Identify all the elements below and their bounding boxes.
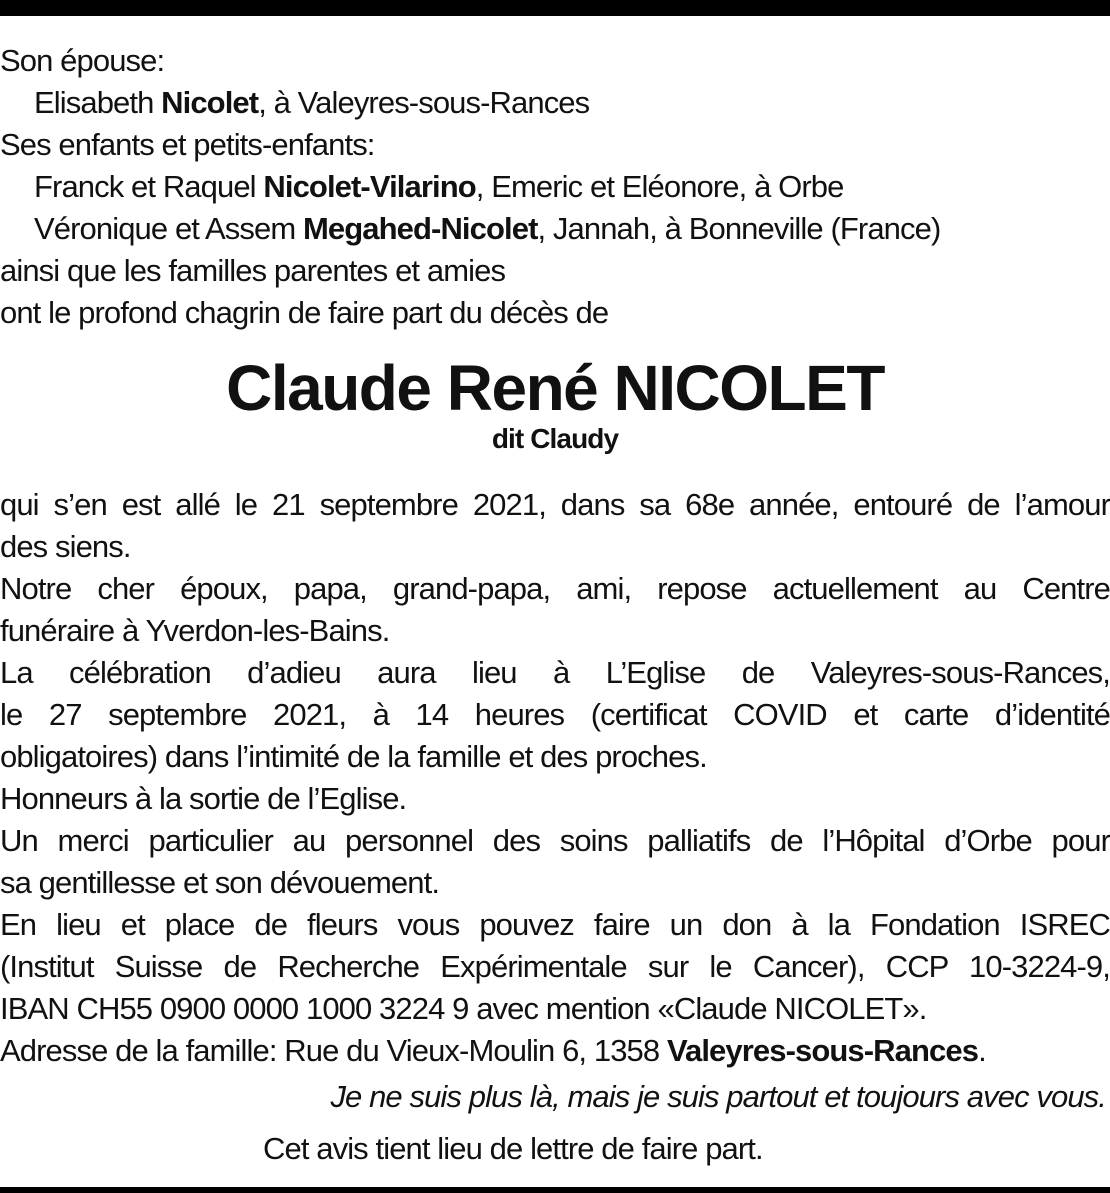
spouse-surname: Nicolet bbox=[161, 85, 259, 120]
child1-first-names: Franck et Raquel bbox=[34, 169, 264, 204]
obituary-notice bbox=[0, 40, 1110, 1174]
paragraph-line: IBAN CH55 0900 0000 1000 3224 9 avec mention «Claude NICOLET». bbox=[0, 991, 927, 1026]
top-rule bbox=[0, 0, 1110, 16]
families-line: ainsi que les familles parentes et amies bbox=[0, 253, 506, 288]
deceased-nickname: dit Claudy bbox=[491, 423, 619, 454]
paragraph-ceremony bbox=[0, 652, 1110, 778]
paragraph-line: funéraire à Yverdon-les-Bains. bbox=[0, 613, 390, 648]
child-line-1 bbox=[0, 166, 1110, 208]
address-town: Valeyres-sous-Rances bbox=[666, 1033, 979, 1068]
paragraph-line: (Institut Suisse de Recherche Expérimentale sur le Cancer), CCP 10-3224-9, bbox=[0, 949, 1110, 984]
paragraph-line: La célébration d’adieu aura lieu à L’Eglise de Valeyres-sous-Rances, bbox=[0, 655, 1110, 690]
paragraph-donation bbox=[0, 904, 1110, 1030]
children-heading: Ses enfants et petits-enfants: bbox=[0, 127, 375, 162]
paragraph-line: qui s’en est allé le 21 septembre 2021, dans sa 68e année, entouré de l’amour bbox=[0, 487, 1110, 522]
paragraph-line: obligatoires) dans l’intimité de la famille et des proches. bbox=[0, 739, 707, 774]
family-address bbox=[0, 1030, 1110, 1072]
paragraph-line: Notre cher époux, papa, grand-papa, ami, repose actuellement au Centre bbox=[0, 571, 1110, 606]
address-end: . bbox=[978, 1033, 986, 1068]
paragraph-line: En lieu et place de fleurs vous pouvez faire un don à la Fondation ISREC bbox=[0, 907, 1110, 942]
paragraph-thanks bbox=[0, 820, 1110, 904]
child2-rest: , Jannah, à Bonneville (France) bbox=[537, 211, 941, 246]
spouse-heading: Son épouse: bbox=[0, 43, 165, 78]
address-street: Adresse de la famille: Rue du Vieux-Moulin 6, 1358 bbox=[0, 1033, 667, 1068]
child1-rest: , Emeric et Eléonore, à Orbe bbox=[475, 169, 844, 204]
announce-line: ont le profond chagrin de faire part du décès de bbox=[0, 295, 609, 330]
child1-surname: Nicolet-Vilarino bbox=[263, 169, 476, 204]
child2-surname: Megahed-Nicolet bbox=[302, 211, 538, 246]
closing-quote: Je ne suis plus là, mais je suis partout et toujours avec vous. bbox=[330, 1079, 1106, 1114]
closing-note: Cet avis tient lieu de lettre de faire part. bbox=[263, 1131, 763, 1166]
spouse-line bbox=[0, 82, 1110, 124]
paragraph-line: des siens. bbox=[0, 529, 131, 564]
spouse-location: , à Valeyres-sous-Rances bbox=[258, 85, 590, 120]
deceased-name: Claude René NICOLET bbox=[226, 352, 884, 424]
paragraph-rest-place bbox=[0, 568, 1110, 652]
paragraph-honours bbox=[0, 778, 1110, 820]
paragraph-passing bbox=[0, 484, 1110, 568]
spouse-first-name: Elisabeth bbox=[34, 85, 162, 120]
child2-first-names: Véronique et Assem bbox=[34, 211, 303, 246]
spacer bbox=[0, 462, 1110, 484]
paragraph-line: le 27 septembre 2021, à 14 heures (certificat COVID et carte d’identité bbox=[0, 697, 1110, 732]
bottom-rule bbox=[0, 1187, 1110, 1193]
paragraph-line: Un merci particulier au personnel des soins palliatifs de l’Hôpital d’Orbe pour bbox=[0, 823, 1110, 858]
child-line-2 bbox=[0, 208, 1110, 250]
paragraph-line: sa gentillesse et son dévouement. bbox=[0, 865, 440, 900]
paragraph-line: Honneurs à la sortie de l’Eglise. bbox=[0, 781, 407, 816]
